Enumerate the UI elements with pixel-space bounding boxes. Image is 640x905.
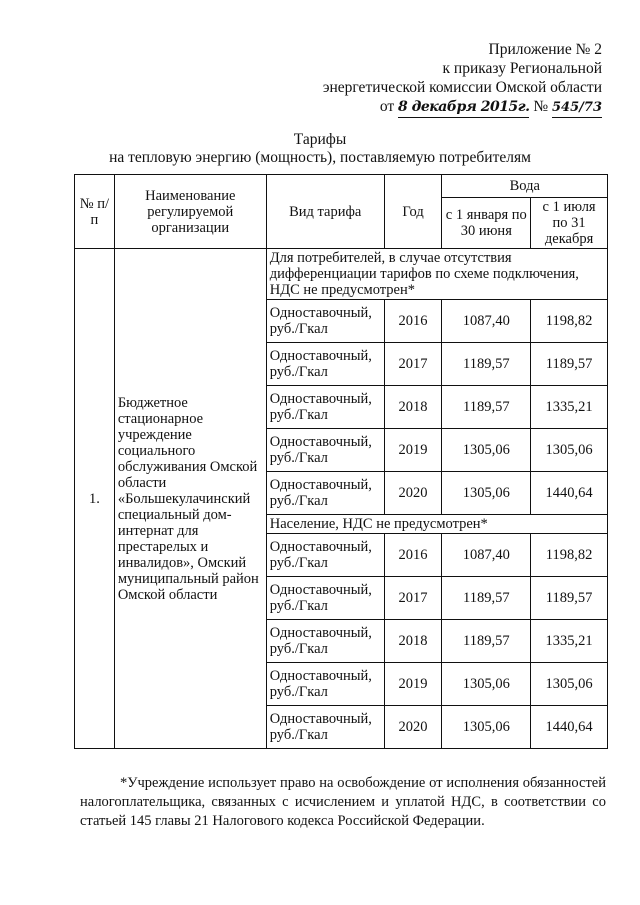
tariff-year: 2020 xyxy=(384,472,442,515)
tariff-year: 2020 xyxy=(384,706,442,749)
tariff-period-1: 1087,40 xyxy=(442,534,531,577)
title-line-1: Тарифы xyxy=(293,131,347,148)
tariff-year: 2018 xyxy=(384,386,442,429)
appendix-header xyxy=(323,40,602,118)
tariff-year: 2016 xyxy=(384,300,442,343)
header-kind: Вид тарифа xyxy=(266,175,384,249)
tariff-period-1: 1305,06 xyxy=(442,706,531,749)
tariff-period-2: 1335,21 xyxy=(531,620,608,663)
tariff-kind: Одноставочный, руб./Гкал xyxy=(266,620,384,663)
tariff-year: 2018 xyxy=(384,620,442,663)
tariff-period-2: 1335,21 xyxy=(531,386,608,429)
table-body xyxy=(75,249,608,749)
tariff-period-2: 1198,82 xyxy=(531,300,608,343)
tariff-period-1: 1305,06 xyxy=(442,429,531,472)
tariff-kind: Одноставочный, руб./Гкал xyxy=(266,534,384,577)
tariff-period-2: 1440,64 xyxy=(531,472,608,515)
header-period-2: с 1 июля по 31 декабря xyxy=(531,198,608,249)
tariff-table xyxy=(74,174,608,749)
tariff-year: 2019 xyxy=(384,429,442,472)
tariff-period-2: 1440,64 xyxy=(531,706,608,749)
appendix-line-1: Приложение № 2 xyxy=(488,41,602,58)
tariff-period-1: 1305,06 xyxy=(442,663,531,706)
header-period-1: с 1 января по 30 июня xyxy=(442,198,531,249)
title-line-2: на тепловую энергию (мощность), поставляемую потребителям xyxy=(109,149,531,166)
from-label: от xyxy=(379,98,395,115)
consumer-group-label: Для потребителей, в случае отсутствия дифференциации тарифов по схеме подключения, НДС не предусмотрен* xyxy=(266,249,607,300)
tariff-period-1: 1189,57 xyxy=(442,620,531,663)
consumer-group-label: Население, НДС не предусмотрен* xyxy=(266,515,607,534)
tariff-period-1: 1087,40 xyxy=(442,300,531,343)
tariff-period-1: 1305,06 xyxy=(442,472,531,515)
header-org: Наименование регулируемой организации xyxy=(114,175,266,249)
appendix-date-line xyxy=(323,97,602,118)
tariff-period-1: 1189,57 xyxy=(442,386,531,429)
appendix-line-3: энергетической комиссии Омской области xyxy=(322,79,602,96)
tariff-period-2: 1305,06 xyxy=(531,429,608,472)
tariff-kind: Одноставочный, руб./Гкал xyxy=(266,300,384,343)
order-date: 8 декабря 2015г. xyxy=(398,98,529,118)
footnote: *Учреждение использует право на освобождение от исполнения обязанностей налогоплательщика, связанных с исчислением и уплатой НДС, в соответствии со статьей 145 главы 21 Налогового кодекса Российской Федерации. xyxy=(80,775,606,829)
tariff-period-1: 1189,57 xyxy=(442,577,531,620)
table-header xyxy=(75,175,608,249)
row-index: 1. xyxy=(75,249,115,749)
tariff-kind: Одноставочный, руб./Гкал xyxy=(266,706,384,749)
tariff-period-2: 1305,06 xyxy=(531,663,608,706)
header-year: Год xyxy=(384,175,442,249)
header-index: № п/п xyxy=(75,175,115,249)
appendix-line-2: к приказу Региональной xyxy=(442,60,602,77)
tariff-kind: Одноставочный, руб./Гкал xyxy=(266,429,384,472)
tariff-kind: Одноставочный, руб./Гкал xyxy=(266,386,384,429)
tariff-period-2: 1198,82 xyxy=(531,534,608,577)
order-number: 545/73 xyxy=(552,98,602,118)
tariff-kind: Одноставочный, руб./Гкал xyxy=(266,343,384,386)
tariff-year: 2016 xyxy=(384,534,442,577)
header-water: Вода xyxy=(442,175,608,198)
tariff-year: 2019 xyxy=(384,663,442,706)
tariff-period-1: 1189,57 xyxy=(442,343,531,386)
tariff-period-2: 1189,57 xyxy=(531,577,608,620)
document-title xyxy=(0,131,640,167)
group-row xyxy=(75,249,608,300)
organization-name: Бюджетное стационарное учреждение социального обслуживания Омской области «Большекулачинский специальный дом-интернат для престарелых и инвалидов», Омский муниципальный район Омской области xyxy=(114,249,266,749)
tariff-year: 2017 xyxy=(384,343,442,386)
tariff-period-2: 1189,57 xyxy=(531,343,608,386)
tariff-year: 2017 xyxy=(384,577,442,620)
tariff-kind: Одноставочный, руб./Гкал xyxy=(266,663,384,706)
tariff-kind: Одноставочный, руб./Гкал xyxy=(266,472,384,515)
tariff-kind: Одноставочный, руб./Гкал xyxy=(266,577,384,620)
number-label: № xyxy=(533,98,549,115)
